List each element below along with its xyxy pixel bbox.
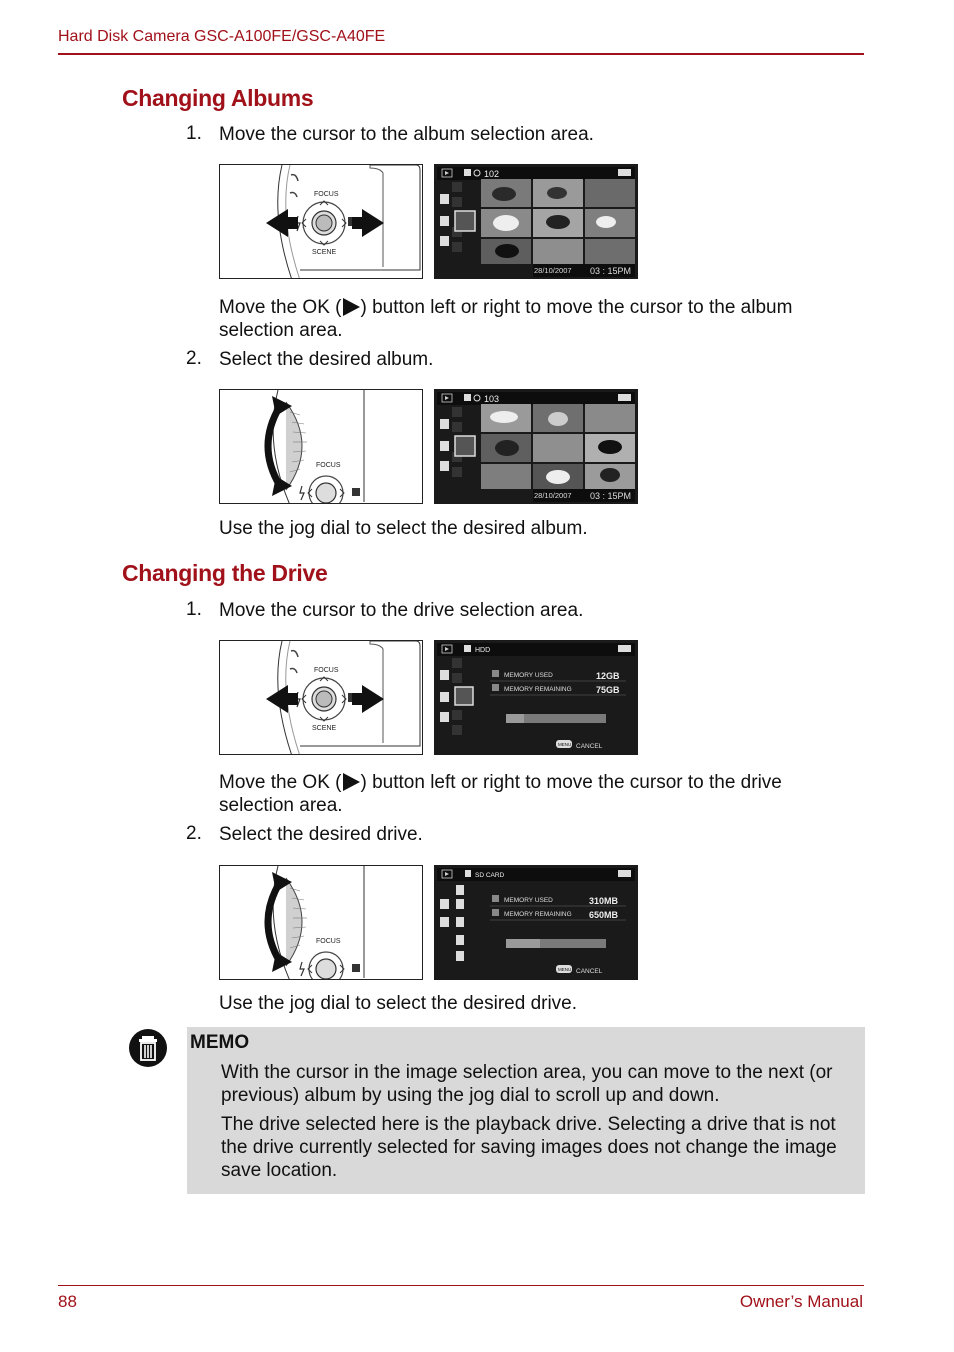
step-number: 2. xyxy=(186,823,202,844)
caption-jog-dial: Use the jog dial to select the desired drive. xyxy=(219,993,578,1014)
screen-date: 28/10/2007 xyxy=(534,266,572,275)
footer-rule xyxy=(58,1285,864,1286)
lcd-album-screen xyxy=(434,164,638,279)
caption-ok-button: Move the OK ( ) button left or right to move the cursor to the drive selection area. xyxy=(219,772,782,816)
step-number: 1. xyxy=(186,123,202,144)
memory-remaining-label: MEMORY REMAINING xyxy=(504,911,572,918)
memory-used-label: MEMORY USED xyxy=(504,897,553,904)
focus-label: FOCUS xyxy=(316,462,341,469)
scene-label: SCENE xyxy=(312,725,337,732)
cancel-label: CANCEL xyxy=(576,743,603,750)
album-number: 102 xyxy=(484,169,500,179)
memo-trash-icon xyxy=(129,1029,167,1067)
camera-ok-button-illustration xyxy=(219,640,423,755)
memory-used-label: MEMORY USED xyxy=(504,672,553,679)
drive-name: HDD xyxy=(475,647,491,654)
caption-ok-button: Move the OK ( ) button left or right to move the cursor to the album selection area. xyxy=(219,297,793,341)
memo-paragraph-2: The drive selected here is the playback drive. Selecting a drive that is not the drive currently selected for saving images does not change the image save location. xyxy=(221,1114,837,1181)
cancel-label: CANCEL xyxy=(576,968,603,975)
step-text: Move the cursor to the album selection area. xyxy=(219,124,594,145)
memory-used-value: 310MB xyxy=(589,896,619,906)
memo-paragraph-1: With the cursor in the image selection area, you can move to the next (or previous) album by using the jog dial to scroll up and down. xyxy=(221,1062,833,1106)
camera-ok-button-illustration xyxy=(219,164,423,279)
memory-used-value: 12GB xyxy=(596,671,620,681)
drive-name: SD CARD xyxy=(475,872,505,879)
focus-label: FOCUS xyxy=(316,938,341,945)
screen-date: 28/10/2007 xyxy=(534,491,572,500)
step-text: Select the desired drive. xyxy=(219,824,423,845)
footer-manual-title: Owner’s Manual xyxy=(739,1292,863,1311)
lcd-album-screen-2 xyxy=(434,389,638,504)
focus-label: FOCUS xyxy=(314,667,339,674)
memory-remaining-label: MEMORY REMAINING xyxy=(504,686,572,693)
lcd-drive-screen-sd xyxy=(434,865,638,980)
camera-jog-dial-illustration xyxy=(219,389,423,504)
memory-remaining-value: 75GB xyxy=(596,685,620,695)
camera-jog-dial-illustration xyxy=(219,865,423,980)
memo-title: MEMO xyxy=(190,1032,250,1053)
ok-play-icon xyxy=(343,773,360,791)
lcd-drive-screen-hdd xyxy=(434,640,638,755)
step-text: Move the cursor to the drive selection area. xyxy=(219,600,584,621)
scene-label: SCENE xyxy=(312,249,337,256)
header-rule xyxy=(58,53,864,55)
menu-badge: MENU xyxy=(558,742,572,747)
heading-changing-drive: Changing the Drive xyxy=(122,560,328,586)
caption-jog-dial: Use the jog dial to select the desired album. xyxy=(219,518,588,539)
running-header: Hard Disk Camera GSC-A100FE/GSC-A40FE xyxy=(58,28,386,45)
album-number: 103 xyxy=(484,394,500,404)
focus-label: FOCUS xyxy=(314,191,339,198)
screen-time: 03 : 15PM xyxy=(590,266,632,276)
step-number: 2. xyxy=(186,348,202,369)
ok-play-icon xyxy=(343,298,360,316)
heading-changing-albums: Changing Albums xyxy=(122,85,314,111)
memory-remaining-value: 650MB xyxy=(589,910,619,920)
page-number: 88 xyxy=(58,1292,77,1311)
screen-time: 03 : 15PM xyxy=(590,491,632,501)
step-number: 1. xyxy=(186,599,202,620)
menu-badge: MENU xyxy=(558,967,572,972)
step-text: Select the desired album. xyxy=(219,349,434,370)
